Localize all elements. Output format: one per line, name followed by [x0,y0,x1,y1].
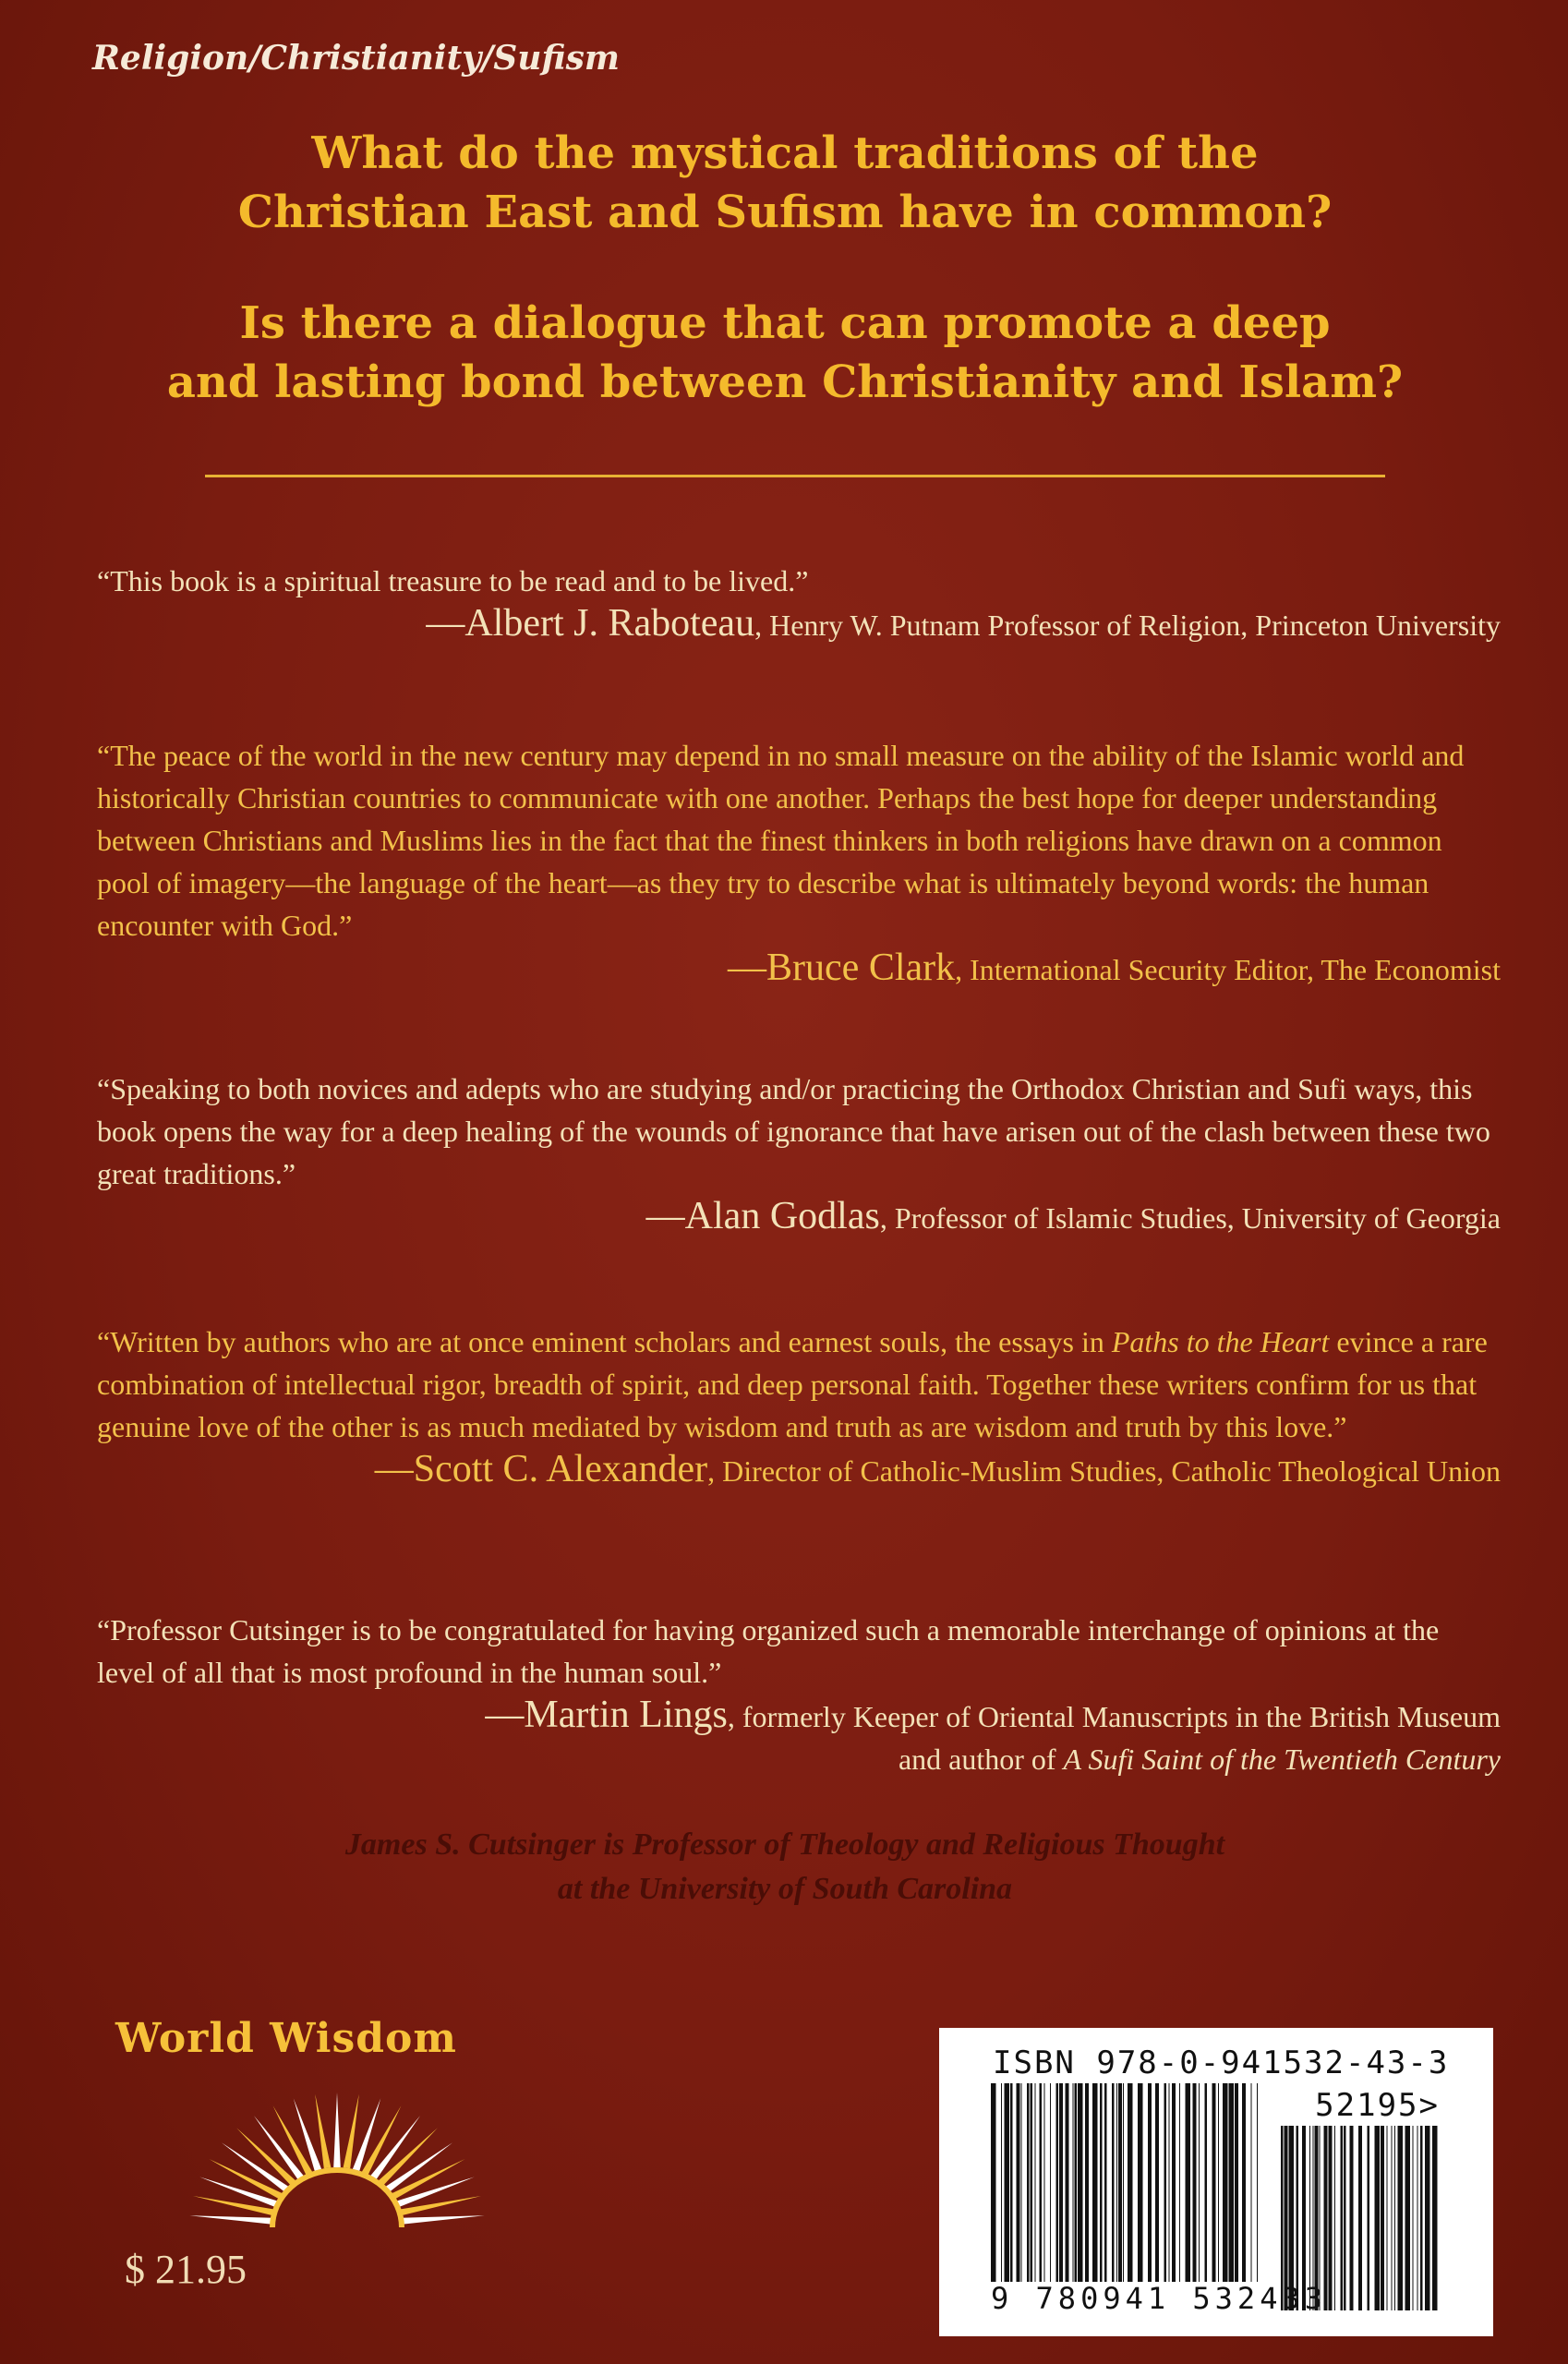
barcode-bar [1257,2083,1258,2282]
book-title: Paths to the Heart [1111,1325,1330,1358]
barcode-bar [1017,2083,1020,2282]
quote-text: “Speaking to both novices and adepts who are studying and/or practicing the Orthodox Christian and Sufi ways, this book opens the way for a deep healing of the wounds of ignorance that have arisen out of the clash between these two great traditions.” [97,1072,1490,1190]
isbn-text: ISBN 978-0-941532-43-3 [993,2044,1450,2081]
quote-text-part-1: “Written by authors who are at once eminent scholars and earnest souls, the essays in [97,1325,1112,1358]
endorsement-alexander [97,1321,1501,1492]
attribution-role: , Professor of Islamic Studies, University of Georgia [879,1201,1501,1235]
question-1-line-2: Christian East and Sufism have in common? [237,187,1333,238]
question-1 [139,124,1431,242]
barcode-bar [1358,2126,1362,2310]
author-bio-line-1: James S. Cutsinger is Professor of Theology and Religious Thought [344,1827,1225,1862]
barcode-bar [1116,2083,1117,2282]
sunburst-ray [333,2093,341,2167]
barcode-bar [1128,2083,1133,2282]
barcode-bar [1073,2083,1074,2282]
attribution-name: —Bruce Clark [728,947,956,989]
attribution-name: —Martin Lings [485,1694,728,1736]
barcode-bar [1387,2126,1388,2310]
barcode-bar [1375,2126,1381,2310]
barcode-bar [1078,2083,1083,2282]
barcode-bar [1027,2083,1030,2282]
quote-text: “Professor Cutsinger is to be congratulated for having organized such a memorable interchange of opinions at the level of all that is most profound in the human soul.” [97,1613,1440,1689]
endorsement-clark [97,734,1501,991]
barcode-bar [1341,2126,1344,2310]
attribution-role: , Director of Catholic-Muslim Studies, Catholic Theological Union [707,1454,1501,1488]
gold-divider [205,475,1385,477]
barcode-bar [1104,2083,1107,2282]
attribution-role: , formerly Keeper of Oriental Manuscripts in the British Museum [727,1700,1501,1733]
quote-text-part-2: evince a rare combination of intellectual rigor, breadth of spirit, and deep personal faith. Together these writers confirm for us that genuine love of the other is as much mediated by wisdom and truth as are wisdom and truth by this love.” [97,1325,1488,1443]
barcode-bar [1021,2083,1022,2282]
barcode-bar [1350,2126,1354,2310]
endorsement-godlas [97,1067,1501,1239]
endorsement-raboteau [97,560,1501,646]
barcode-bar [1148,2083,1152,2282]
barcode-bar [1179,2083,1180,2282]
barcode-bar [1100,2083,1103,2282]
author-bio-line-2: at the University of South Carolina [557,1872,1013,1906]
barcode-bar [1085,2083,1089,2282]
sunburst-ray [189,2215,272,2225]
barcode-bar [1199,2083,1200,2282]
barcode-bar [1172,2083,1176,2282]
attribution-name: —Alan Godlas [645,1195,880,1237]
sunburst-ray [401,2215,484,2225]
quote-text [97,1321,1501,1448]
barcode-bar [1005,2083,1010,2282]
barcode-bar [1112,2083,1115,2282]
barcode-digits: 9 780941 532433 [991,2281,1327,2316]
endorsement-lings [97,1609,1501,1780]
barcode-bar [1186,2083,1191,2282]
question-2-line-1: Is there a dialogue that can promote a deep [239,297,1331,349]
question-2-line-2: and lasting bond between Christianity and Islam? [166,356,1404,408]
barcode-bar [1251,2083,1252,2282]
barcode-bar [1044,2083,1045,2282]
book-title: A Sufi Saint of the Twentieth Century [1063,1743,1501,1776]
barcode-bar [1155,2083,1159,2282]
barcode-main-bars [991,2083,1262,2282]
barcode-bar [1123,2083,1124,2282]
author-bio [139,1823,1431,1912]
barcode-bar [1329,2126,1333,2310]
barcode-bar [1035,2083,1036,2282]
attribution-role: , Henry W. Putnam Professor of Religion, Princeton University [754,609,1501,642]
barcode-bar [1066,2083,1069,2282]
attribution-role-line-2 [97,1738,1501,1780]
attribution-role-text: and author of [898,1743,1064,1776]
sunburst-logo-icon [157,2068,517,2244]
barcode-bar [1223,2083,1228,2282]
barcode-bar [1420,2126,1423,2310]
barcode-bar [1368,2126,1370,2310]
barcode-bar [1001,2083,1002,2282]
price-code-text: 52195> [1315,2087,1440,2124]
barcode-bar [1212,2083,1216,2282]
barcode-bar [1398,2126,1404,2310]
barcode-bar [1394,2126,1395,2310]
barcode-bar [1092,2083,1098,2282]
quote-attribution [97,1448,1501,1492]
isbn-barcode [939,2028,1493,2336]
barcode-bar [1242,2083,1246,2282]
attribution-role: , International Security Editor, The Economist [955,953,1501,986]
quote-attribution [97,1195,1501,1239]
barcode-bar [1010,2083,1013,2282]
barcode-bar [1229,2083,1235,2282]
barcode-bar [1040,2083,1043,2282]
barcode-bar [1138,2083,1143,2282]
quote-text: “This book is a spiritual treasure to be read and to be lived.” [97,564,809,597]
barcode-bar [1432,2126,1438,2310]
barcode-bar [1193,2083,1197,2282]
barcode-bar [1056,2083,1059,2282]
question-1-line-1: What do the mystical traditions of the [311,127,1259,179]
quote-text: “The peace of the world in the new century may depend in no small measure on the ability of the Islamic world and historically Christian countries to communicate with one another. Perhaps the best hope for deeper understanding between Christians and Muslims lies in the fact that the finest thinkers in both religions have drawn on a common pool of imagery—the language of the heart—as they try to describe what is ultimately beyond words: the human encounter with God.” [97,739,1465,942]
barcode-bar [1425,2126,1430,2310]
sunburst-ray [344,2094,359,2169]
barcode-bar [1164,2083,1167,2282]
barcode-bar [1218,2083,1219,2282]
barcode-bar [1059,2083,1063,2282]
barcode-bar [1405,2126,1411,2310]
barcode-bar [1392,2126,1393,2310]
barcode-bar [1169,2083,1170,2282]
quote-attribution [97,1694,1501,1738]
barcode-bar [1413,2126,1414,2310]
barcode-bar [1381,2126,1384,2310]
price-label: $ 21.95 [125,2247,247,2292]
barcode-bar [1050,2083,1051,2282]
barcode-bar [1235,2083,1238,2282]
barcode-bar [1075,2083,1078,2282]
attribution-name: —Albert J. Raboteau [426,602,755,645]
barcode-bar [991,2083,996,2282]
barcode-bar [1334,2126,1335,2310]
barcode-bar [1417,2126,1418,2310]
sunburst-ray [199,2177,278,2207]
quote-attribution [97,947,1501,991]
quote-attribution [97,602,1501,646]
sunburst-ray [315,2094,331,2169]
question-2 [139,294,1431,412]
sunburst-ray [396,2177,475,2207]
barcode-bar [1031,2083,1033,2282]
barcode-bar [1118,2083,1122,2282]
category-label: Religion/Christianity/Sufism [92,39,620,78]
attribution-name: —Scott C. Alexander [374,1448,708,1490]
barcode-bar [1205,2083,1208,2282]
barcode-bar [1344,2126,1346,2310]
publisher-logo-text: World Wisdom [115,2015,457,2062]
